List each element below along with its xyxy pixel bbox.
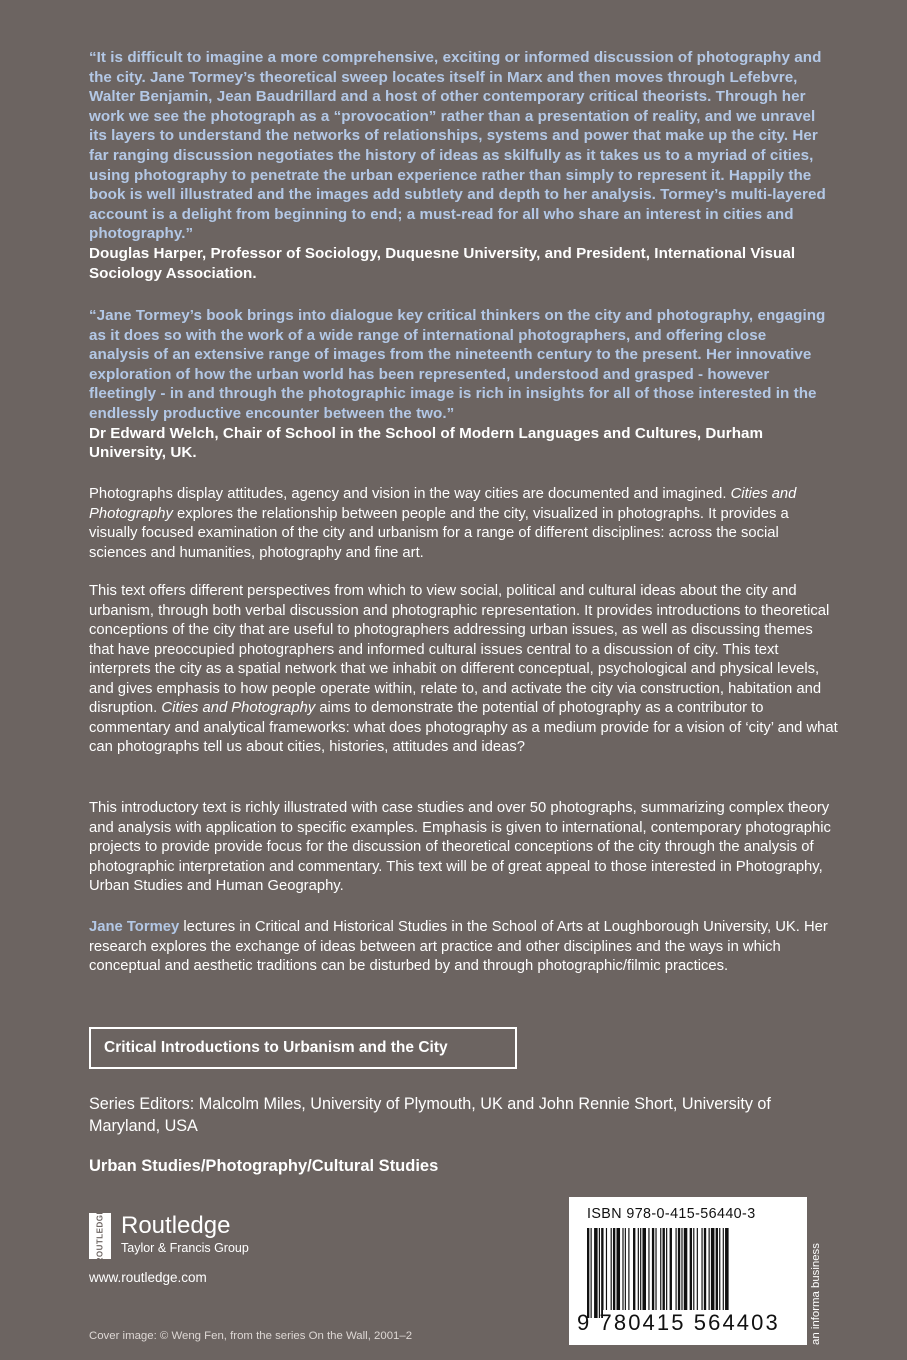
para1-rest: explores the relationship between people and the city, visualized in photographs. It provides a visually focused examination of the city and urbanism for a range of different disciplines: across the social sciences and humanities, photography and fine art.	[89, 505, 789, 561]
description-paragraph-3: This introductory text is richly illustrated with case studies and over 50 photographs, summarizing complex theory and analysis with application to specific examples. Emphasis is given to international, contemporary photographic projects to provide provide focus for the discussion of theoretical conceptions of the city through the analysis of photographic interpretation and commentary. This text will be of great appeal to those interested in Photography, Urban Studies and Human Geography.	[89, 800, 831, 894]
review-quote-1	[89, 48, 829, 283]
author-bio	[89, 918, 839, 977]
book-title-italic: Cities and Photography	[161, 700, 316, 716]
publisher-group: Taylor & Francis Group	[121, 1241, 249, 1255]
isbn-label: ISBN 978-0-415-56440-3	[587, 1206, 756, 1222]
subject-categories: Urban Studies/Photography/Cultural Studies	[89, 1157, 439, 1175]
review-quote-1-text: “It is difficult to imagine a more comprehensive, exciting or informed discussion of photography and the city. Jane Tormey’s theoretical sweep locates itself in Marx and then moves through Lefebvre, Walter Benjamin, Jean Baudrillard and a host of other contemporary critical theorists. Through her work we see the photograph as a “provocation” rather than a presentation of reality, and we unravel its layers to understand the networks of relationships, systems and power that make up the city. Her far ranging discussion negotiates the history of ideas as skilfully as it takes us to a myriad of cities, using photography to penetrate the urban experience rather than simply to represent it. Happily the book is well illustrated and the images add subtlety and depth to her analysis. Tormey’s multi-layered account is a delight from beginning to end; a must-read for all who share an interest in cities and photography.”	[89, 49, 826, 243]
review-quote-2-attribution: Dr Edward Welch, Chair of School in the School of Modern Languages and Cultures, Durham University, UK.	[89, 424, 764, 462]
publisher-website: www.routledge.com	[89, 1270, 207, 1285]
cover-credit: Cover image: © Weng Fen, from the series On the Wall, 2001–2	[89, 1330, 413, 1342]
review-quote-2	[89, 306, 829, 463]
para1-start: Photographs display attitudes, agency and vision in the way cities are documented and imagined.	[89, 486, 731, 502]
author-bio-text: lectures in Critical and Historical Studies in the School of Arts at Loughborough University, UK. Her research explores the exchange of ideas between art practice and other disciplines and the ways in which conceptual and aesthetic traditions can be disturbed by and through photographic/filmic practices.	[89, 919, 828, 974]
para2-start: This text offers different perspectives from which to view social, political and cultural ideas about the city and urbanism, through both verbal discussion and photographic representation. It provides introductions to theoretical conceptions of the city that are useful to photographers addressing urban issues, as well as discussing themes that have preoccupied photographers and informed cultural issues central to a discussion of city. This text interprets the city as a spatial network that we inhabit on different conceptual, psychological and physical levels, and gives emphasis to how people operate within, relate to, and activate the city via construction, habitation and disruption.	[89, 583, 830, 716]
para2-rest: aims to demonstrate the potential of photography as a contributor to commentary and analytical frameworks: what does photography as a medium provide for a vision of ‘city’ and what can photographs tell us about cities, histories, attitudes and ideas?	[89, 700, 838, 755]
description-paragraph-2	[89, 582, 839, 758]
series-editors: Series Editors: Malcolm Miles, University of Plymouth, UK and John Rennie Short, University of Maryland, USA	[89, 1095, 771, 1135]
isbn-barcode	[569, 1197, 807, 1345]
series-title: Critical Introductions to Urbanism and the City	[104, 1039, 448, 1056]
publisher-name: Routledge	[121, 1212, 231, 1239]
book-title-italic: Cities and Photography	[89, 486, 797, 522]
routledge-logo	[89, 1208, 249, 1264]
author-name: Jane Tormey	[89, 919, 180, 935]
isbn-digits: 9 780415 564403	[577, 1310, 780, 1335]
review-quote-1-attribution: Douglas Harper, Professor of Sociology, Duquesne University, and President, International Visual Sociology Association.	[89, 244, 796, 282]
description-paragraph-1	[89, 485, 839, 563]
informa-tagline: an informa business	[810, 1243, 822, 1345]
series-title-box	[89, 1027, 517, 1069]
routledge-mark-icon: ROUTLEDGE	[89, 1213, 111, 1259]
review-quote-2-text: “Jane Tormey’s book brings into dialogue key critical thinkers on the city and photography, engaging as it does so with the work of a wide range of international photographers, and offering close analysis of an extensive range of images from the nineteenth century to the present. Her innovative exploration of how the urban world has been represented, understood and grasped - however fleetingly - in and through the photographic image is rich in insights for all of those interested in the endlessly productive encounter between the two.”	[89, 307, 826, 422]
barcode-bars	[587, 1228, 792, 1318]
